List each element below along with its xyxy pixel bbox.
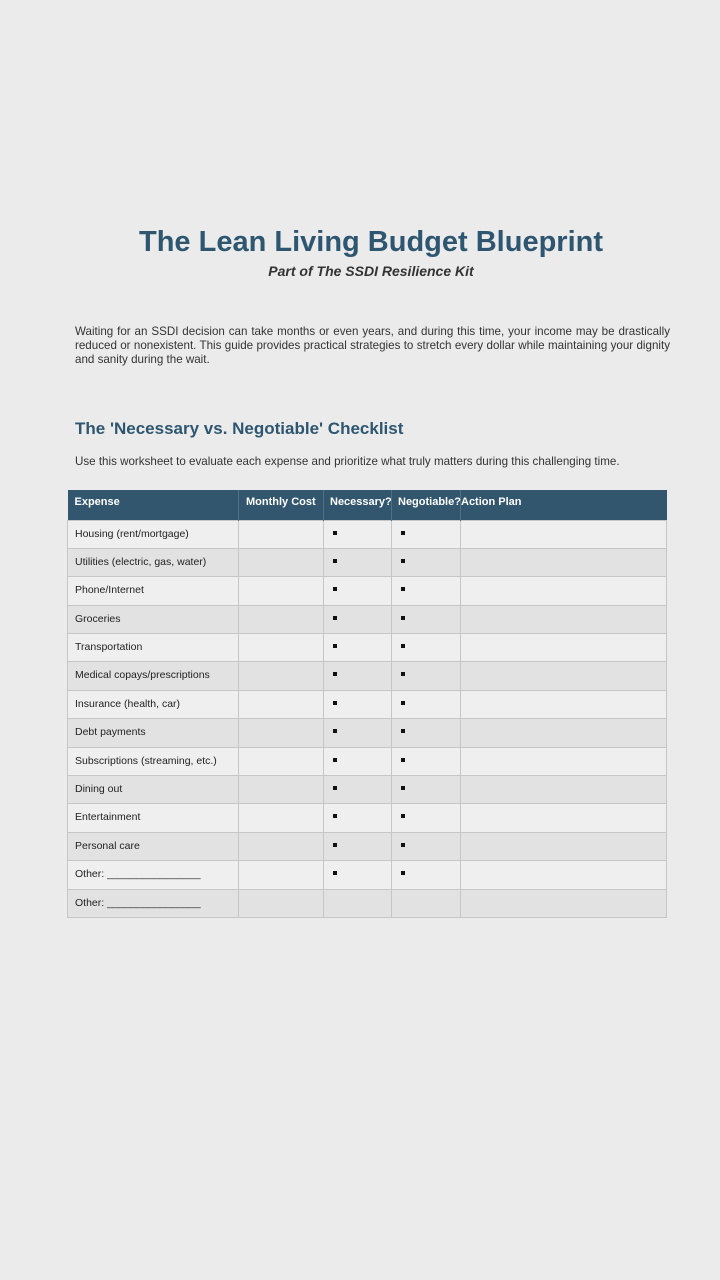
- necessary-bullet-icon: [333, 559, 337, 563]
- table-row: [68, 577, 667, 605]
- expense-label: Insurance (health, car): [75, 697, 181, 710]
- negotiable-bullet-icon: [401, 786, 405, 790]
- necessary-bullet-icon: [333, 531, 337, 535]
- expense-label: Entertainment: [75, 811, 141, 824]
- table-row: [68, 832, 667, 860]
- negotiable-bullet-icon: [401, 758, 405, 762]
- negotiable-cell[interactable]: [392, 662, 461, 690]
- negotiable-bullet-icon: [401, 531, 405, 535]
- action-plan-cell[interactable]: [461, 776, 667, 804]
- monthly-cost-cell[interactable]: [239, 520, 324, 548]
- necessary-cell[interactable]: [324, 520, 392, 548]
- expense-label: Transportation: [75, 641, 143, 654]
- table-row: [68, 605, 667, 633]
- expense-cell: [68, 804, 239, 832]
- negotiable-bullet-icon: [401, 843, 405, 847]
- expense-label: Subscriptions (streaming, etc.): [75, 754, 217, 767]
- negotiable-cell[interactable]: [392, 832, 461, 860]
- header-expense: Expense: [68, 490, 239, 520]
- negotiable-cell[interactable]: [392, 520, 461, 548]
- action-plan-cell[interactable]: [461, 861, 667, 889]
- necessary-cell[interactable]: [324, 889, 392, 917]
- expense-label: Other: ________________: [75, 896, 201, 909]
- monthly-cost-cell[interactable]: [239, 548, 324, 576]
- document-subtitle: Part of The SSDI Resilience Kit: [268, 263, 474, 279]
- action-plan-cell[interactable]: [461, 747, 667, 775]
- necessary-bullet-icon: [333, 871, 337, 875]
- expense-cell: [68, 634, 239, 662]
- necessary-bullet-icon: [333, 729, 337, 733]
- necessary-cell[interactable]: [324, 861, 392, 889]
- monthly-cost-cell[interactable]: [239, 662, 324, 690]
- necessary-bullet-icon: [333, 814, 337, 818]
- negotiable-bullet-icon: [401, 644, 405, 648]
- expense-cell: [68, 520, 239, 548]
- necessary-cell[interactable]: [324, 690, 392, 718]
- necessary-cell[interactable]: [324, 832, 392, 860]
- expense-cell: [68, 832, 239, 860]
- negotiable-bullet-icon: [401, 559, 405, 563]
- monthly-cost-cell[interactable]: [239, 719, 324, 747]
- necessary-cell[interactable]: [324, 719, 392, 747]
- negotiable-cell[interactable]: [392, 804, 461, 832]
- table-row: [68, 776, 667, 804]
- expense-cell: [68, 577, 239, 605]
- expense-label: Groceries: [75, 612, 121, 625]
- table-row: [68, 804, 667, 832]
- negotiable-bullet-icon: [401, 729, 405, 733]
- expense-cell: [68, 662, 239, 690]
- expense-label: Dining out: [75, 783, 123, 796]
- table-header-row: [68, 490, 667, 520]
- table-row: [68, 719, 667, 747]
- necessary-cell[interactable]: [324, 605, 392, 633]
- monthly-cost-cell[interactable]: [239, 804, 324, 832]
- expense-cell: [68, 548, 239, 576]
- header-necessary: Necessary?: [324, 490, 392, 520]
- expense-label: Phone/Internet: [75, 584, 144, 597]
- table-row: [68, 690, 667, 718]
- table-row: [68, 747, 667, 775]
- necessary-bullet-icon: [333, 587, 337, 591]
- header-monthly-cost: Monthly Cost: [239, 490, 324, 520]
- expense-cell: [68, 690, 239, 718]
- expense-label: Personal care: [75, 839, 140, 852]
- negotiable-bullet-icon: [401, 587, 405, 591]
- necessary-cell[interactable]: [324, 804, 392, 832]
- expense-cell: [68, 776, 239, 804]
- expense-label: Medical copays/prescriptions: [75, 669, 210, 682]
- action-plan-cell[interactable]: [461, 577, 667, 605]
- action-plan-cell[interactable]: [461, 832, 667, 860]
- table-row: [68, 548, 667, 576]
- necessary-bullet-icon: [333, 644, 337, 648]
- negotiable-cell[interactable]: [392, 548, 461, 576]
- expense-cell: [68, 747, 239, 775]
- necessary-cell[interactable]: [324, 776, 392, 804]
- document-title: The Lean Living Budget Blueprint: [139, 226, 603, 258]
- action-plan-cell[interactable]: [461, 719, 667, 747]
- action-plan-cell[interactable]: [461, 605, 667, 633]
- necessary-cell[interactable]: [324, 747, 392, 775]
- monthly-cost-cell[interactable]: [239, 832, 324, 860]
- negotiable-cell[interactable]: [392, 577, 461, 605]
- expense-cell: [68, 719, 239, 747]
- necessary-cell[interactable]: [324, 548, 392, 576]
- monthly-cost-cell[interactable]: [239, 577, 324, 605]
- negotiable-bullet-icon: [401, 616, 405, 620]
- intro-paragraph: Waiting for an SSDI decision can take months or even years, and during this time, your income may be drastically reduced or nonexistent. This guide provides practical strategies to stretch every dollar while maintaining your dignity and sanity during the wait.: [75, 325, 670, 366]
- expense-label: Debt payments: [75, 726, 146, 739]
- necessary-cell[interactable]: [324, 662, 392, 690]
- necessary-bullet-icon: [333, 672, 337, 676]
- expense-cell: [68, 605, 239, 633]
- expense-worksheet-table: [67, 490, 667, 918]
- header-action-plan: Action Plan: [461, 490, 667, 520]
- negotiable-cell[interactable]: [392, 690, 461, 718]
- negotiable-cell[interactable]: [392, 634, 461, 662]
- table-row: [68, 662, 667, 690]
- expense-cell: [68, 889, 239, 917]
- monthly-cost-cell[interactable]: [239, 634, 324, 662]
- monthly-cost-cell[interactable]: [239, 776, 324, 804]
- necessary-bullet-icon: [333, 758, 337, 762]
- expense-cell: [68, 861, 239, 889]
- negotiable-bullet-icon: [401, 871, 405, 875]
- monthly-cost-cell[interactable]: [239, 861, 324, 889]
- negotiable-bullet-icon: [401, 701, 405, 705]
- monthly-cost-cell[interactable]: [239, 605, 324, 633]
- negotiable-cell[interactable]: [392, 747, 461, 775]
- action-plan-cell[interactable]: [461, 520, 667, 548]
- negotiable-cell[interactable]: [392, 861, 461, 889]
- necessary-bullet-icon: [333, 786, 337, 790]
- negotiable-cell[interactable]: [392, 889, 461, 917]
- negotiable-cell[interactable]: [392, 719, 461, 747]
- table-row: [68, 520, 667, 548]
- section-heading: The 'Necessary vs. Negotiable' Checklist: [75, 419, 404, 438]
- necessary-cell[interactable]: [324, 577, 392, 605]
- table-row: [68, 889, 667, 917]
- action-plan-cell[interactable]: [461, 548, 667, 576]
- expense-label: Housing (rent/mortgage): [75, 527, 189, 540]
- action-plan-cell[interactable]: [461, 690, 667, 718]
- table-row: [68, 861, 667, 889]
- expense-label: Other: ________________: [75, 868, 201, 881]
- negotiable-bullet-icon: [401, 672, 405, 676]
- expense-label: Utilities (electric, gas, water): [75, 555, 207, 568]
- negotiable-cell[interactable]: [392, 776, 461, 804]
- section-note: Use this worksheet to evaluate each expense and prioritize what truly matters during this challenging time.: [75, 455, 620, 468]
- action-plan-cell[interactable]: [461, 634, 667, 662]
- necessary-cell[interactable]: [324, 634, 392, 662]
- action-plan-cell[interactable]: [461, 804, 667, 832]
- negotiable-bullet-icon: [401, 814, 405, 818]
- necessary-bullet-icon: [333, 701, 337, 705]
- monthly-cost-cell[interactable]: [239, 690, 324, 718]
- monthly-cost-cell[interactable]: [239, 889, 324, 917]
- necessary-bullet-icon: [333, 843, 337, 847]
- action-plan-cell[interactable]: [461, 889, 667, 917]
- monthly-cost-cell[interactable]: [239, 747, 324, 775]
- action-plan-cell[interactable]: [461, 662, 667, 690]
- header-negotiable: Negotiable?: [392, 490, 461, 520]
- negotiable-cell[interactable]: [392, 605, 461, 633]
- table-row: [68, 634, 667, 662]
- necessary-bullet-icon: [333, 616, 337, 620]
